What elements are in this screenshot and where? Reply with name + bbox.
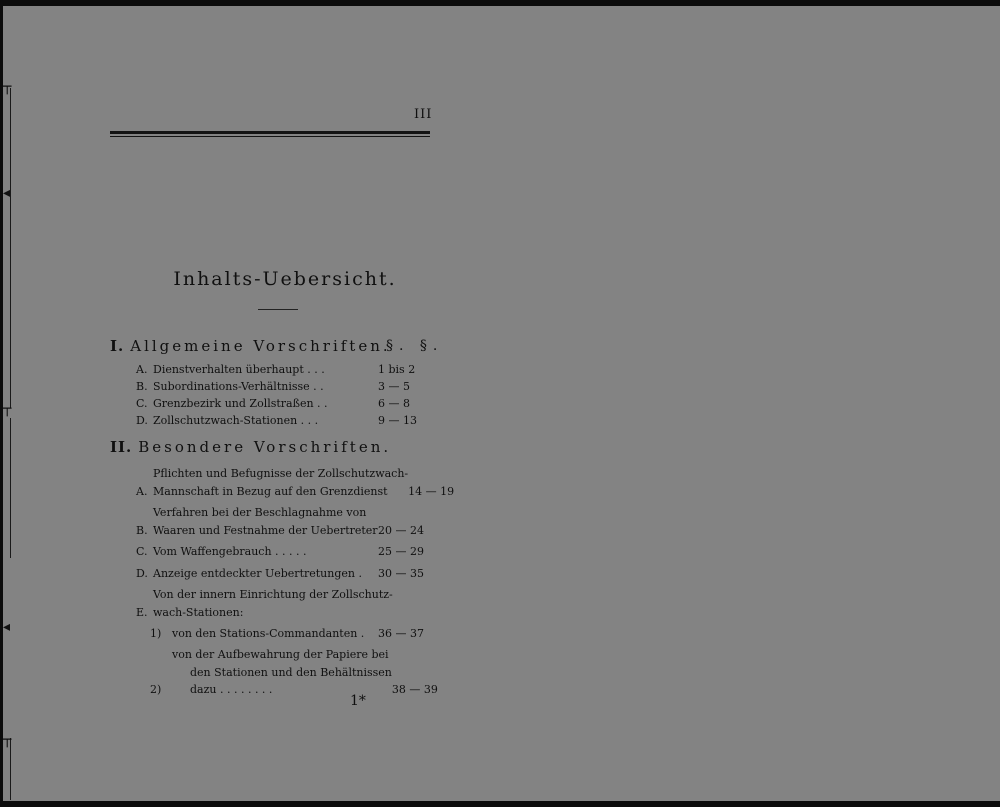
entry-label: C. [136, 397, 148, 410]
entry-pages: 25 — 29 [378, 545, 424, 558]
spine-line [10, 418, 11, 558]
entry-text: Waaren und Festnahme der Uebertreter [153, 523, 378, 537]
entry-pages: 9 — 13 [378, 414, 417, 427]
toc-entry [136, 378, 438, 396]
scan-top-edge [0, 0, 1000, 6]
entry-text: Anzeige entdeckter Uebertretungen . [153, 567, 362, 580]
toc-entry [136, 395, 438, 413]
entry-text: Von der innern Einrichtung der Zollschutz- [153, 588, 393, 601]
toc-entry [136, 465, 455, 500]
entry-label: C. [136, 545, 148, 558]
entry-label: B. [136, 523, 148, 537]
entry-text: Grenzbezirk und Zollstraßen . . [153, 397, 328, 410]
entry-pages: 6 — 8 [378, 397, 410, 410]
header-rule-thin [110, 136, 430, 137]
entry-pages: 30 — 35 [378, 567, 424, 580]
entry-label: E. [136, 605, 148, 619]
entry-label: A. [136, 363, 148, 376]
spine-line [10, 88, 11, 408]
entry-text: Verfahren bei der Beschlagnahme von [153, 506, 367, 519]
section-heading-2 [110, 438, 391, 456]
page-title: Inhalts-Uebersicht. [173, 268, 397, 290]
entry-text: Mannschaft in Bezug auf den Grenzdienst [153, 484, 388, 498]
entry-text: Subordinations-Verhältnisse . . [153, 380, 324, 393]
entry-text: dazu . . . . . . . . [190, 683, 273, 696]
entry-text: von den Stations-Commandanten . [172, 627, 365, 640]
entry-pages: 3 — 5 [378, 380, 410, 393]
entry-label: 1) [150, 627, 162, 640]
binding-mark-icon: ┬ [3, 401, 12, 417]
section-heading-1 [110, 337, 391, 355]
toc-entry [136, 361, 438, 379]
entry-pages: 38 — 39 [391, 683, 438, 696]
entry-pages: 1 bis 2 [378, 363, 416, 376]
header-rule [110, 131, 430, 134]
section-title: Besondere Vorschriften. [138, 438, 392, 456]
entry-pages: 14 — 19 [408, 484, 455, 498]
entry-text: Zollschutzwach-Stationen . . . [153, 414, 319, 427]
entry-pages: 20 — 24 [378, 523, 424, 537]
binding-mark-icon: ┬ [3, 732, 12, 748]
scan-bottom-edge [0, 801, 1000, 807]
entry-label: D. [136, 567, 148, 580]
toc-subentry [150, 646, 438, 699]
entry-text: von der Aufbewahrung der Papiere bei [172, 648, 389, 661]
binding-mark-icon: ┬ [3, 79, 12, 95]
toc-entry [136, 565, 438, 583]
paragraph-column-header: §. §. [386, 338, 444, 354]
entry-label: B. [136, 380, 148, 393]
entry-label: D. [136, 414, 148, 427]
title-divider [258, 309, 298, 310]
entry-text: den Stationen und den Behältnissen [190, 665, 392, 679]
entry-text: wach-Stationen: [153, 605, 244, 619]
section-numeral: I. [110, 337, 125, 355]
section-title: Allgemeine Vorschriften. [130, 337, 391, 355]
entry-pages: 36 — 37 [378, 627, 424, 640]
entry-text: Pflichten und Befugnisse der Zollschutzwach- [153, 467, 409, 480]
entry-label: A. [136, 484, 148, 498]
entry-label: 2) [150, 683, 162, 696]
binding-mark-icon: ◂ [3, 185, 11, 201]
page-number: III [414, 107, 433, 122]
toc-entry [136, 412, 438, 430]
toc-subentry [150, 625, 438, 643]
toc-entry [136, 586, 438, 621]
toc-entry [136, 543, 438, 561]
toc-entry [136, 504, 438, 539]
entry-text: Vom Waffengebrauch . . . . . [153, 545, 307, 558]
section-numeral: II. [110, 438, 133, 456]
signature-mark: 1* [350, 693, 366, 709]
entry-text: Dienstverhalten überhaupt . . . [153, 363, 325, 376]
binding-mark-icon: ◂ [3, 619, 11, 635]
